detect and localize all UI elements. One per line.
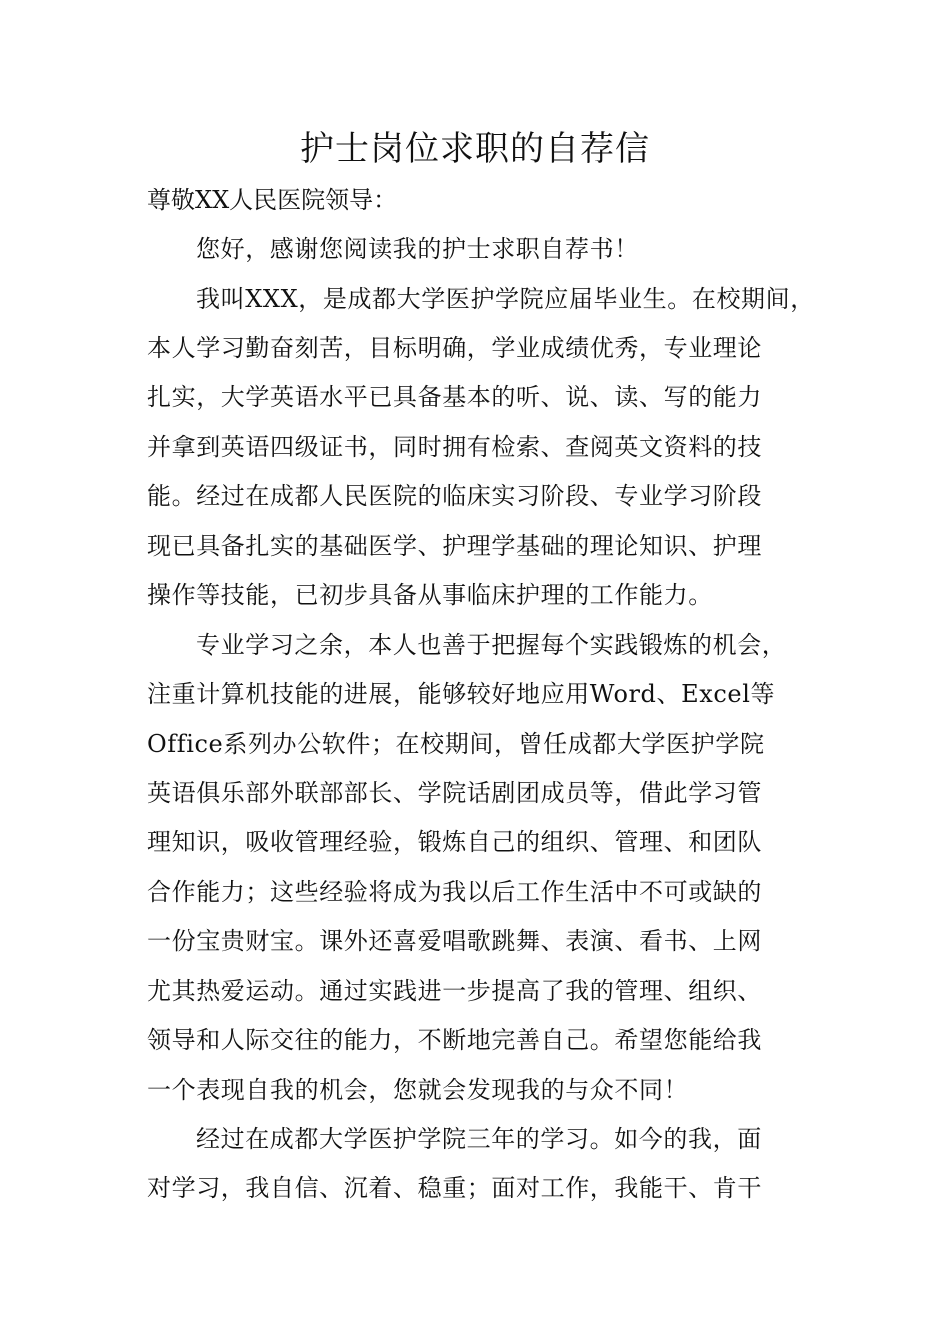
text-line: 一个表现自我的机会，您就会发现我的与众不同！ [147, 1076, 689, 1104]
text-line: 扎实，大学英语水平已具备基本的听、说、读、写的能力 [147, 383, 762, 411]
text-line: 领导和人际交往的能力，不断地完善自己。希望您能给我 [147, 1026, 762, 1054]
text-line: 对学习，我自信、沉着、稳重；面对工作，我能干、肯干 [147, 1174, 762, 1202]
text-line: 并拿到英语四级证书，同时拥有检索、查阅英文资料的技 [147, 433, 762, 461]
text-line: 合作能力；这些经验将成为我以后工作生活中不可或缺的 [147, 878, 762, 906]
text-line: Office系列办公软件；在校期间，曾任成都大学医护学院 [147, 730, 765, 758]
text-line: 一份宝贵财宝。课外还喜爱唱歌跳舞、表演、看书、上网 [147, 927, 762, 955]
text-line: 现已具备扎实的基础医学、护理学基础的理论知识、护理 [147, 532, 762, 560]
text-line: 能。经过在成都人民医院的临床实习阶段、专业学习阶段 [147, 482, 762, 510]
text-line: 我叫XXX，是成都大学医护学院应届毕业生。在校期间， [196, 285, 815, 313]
text-line: 专业学习之余，本人也善于把握每个实践锻炼的机会， [196, 631, 787, 659]
text-line: 英语俱乐部外联部部长、学院话剧团成员等，借此学习管 [147, 779, 762, 807]
text-line: 经过在成都大学医护学院三年的学习。如今的我，面 [196, 1125, 762, 1153]
text-line: 操作等技能，已初步具备从事临床护理的工作能力。 [147, 581, 713, 609]
text-line: 本人学习勤奋刻苦，目标明确，学业成绩优秀，专业理论 [147, 334, 762, 362]
text-line: 尤其热爱运动。通过实践进一步提高了我的管理、组织、 [147, 977, 762, 1005]
text-line: 您好，感谢您阅读我的护士求职自荐书！ [196, 235, 639, 263]
text-line: 注重计算机技能的进展，能够较好地应用Word、Excel等 [147, 680, 776, 708]
salutation: 尊敬XX人民医院领导： [147, 186, 398, 214]
document-title: 护士岗位求职的自荐信 [300, 129, 650, 169]
text-line: 理知识，吸收管理经验，锻炼自己的组织、管理、和团队 [147, 828, 762, 856]
